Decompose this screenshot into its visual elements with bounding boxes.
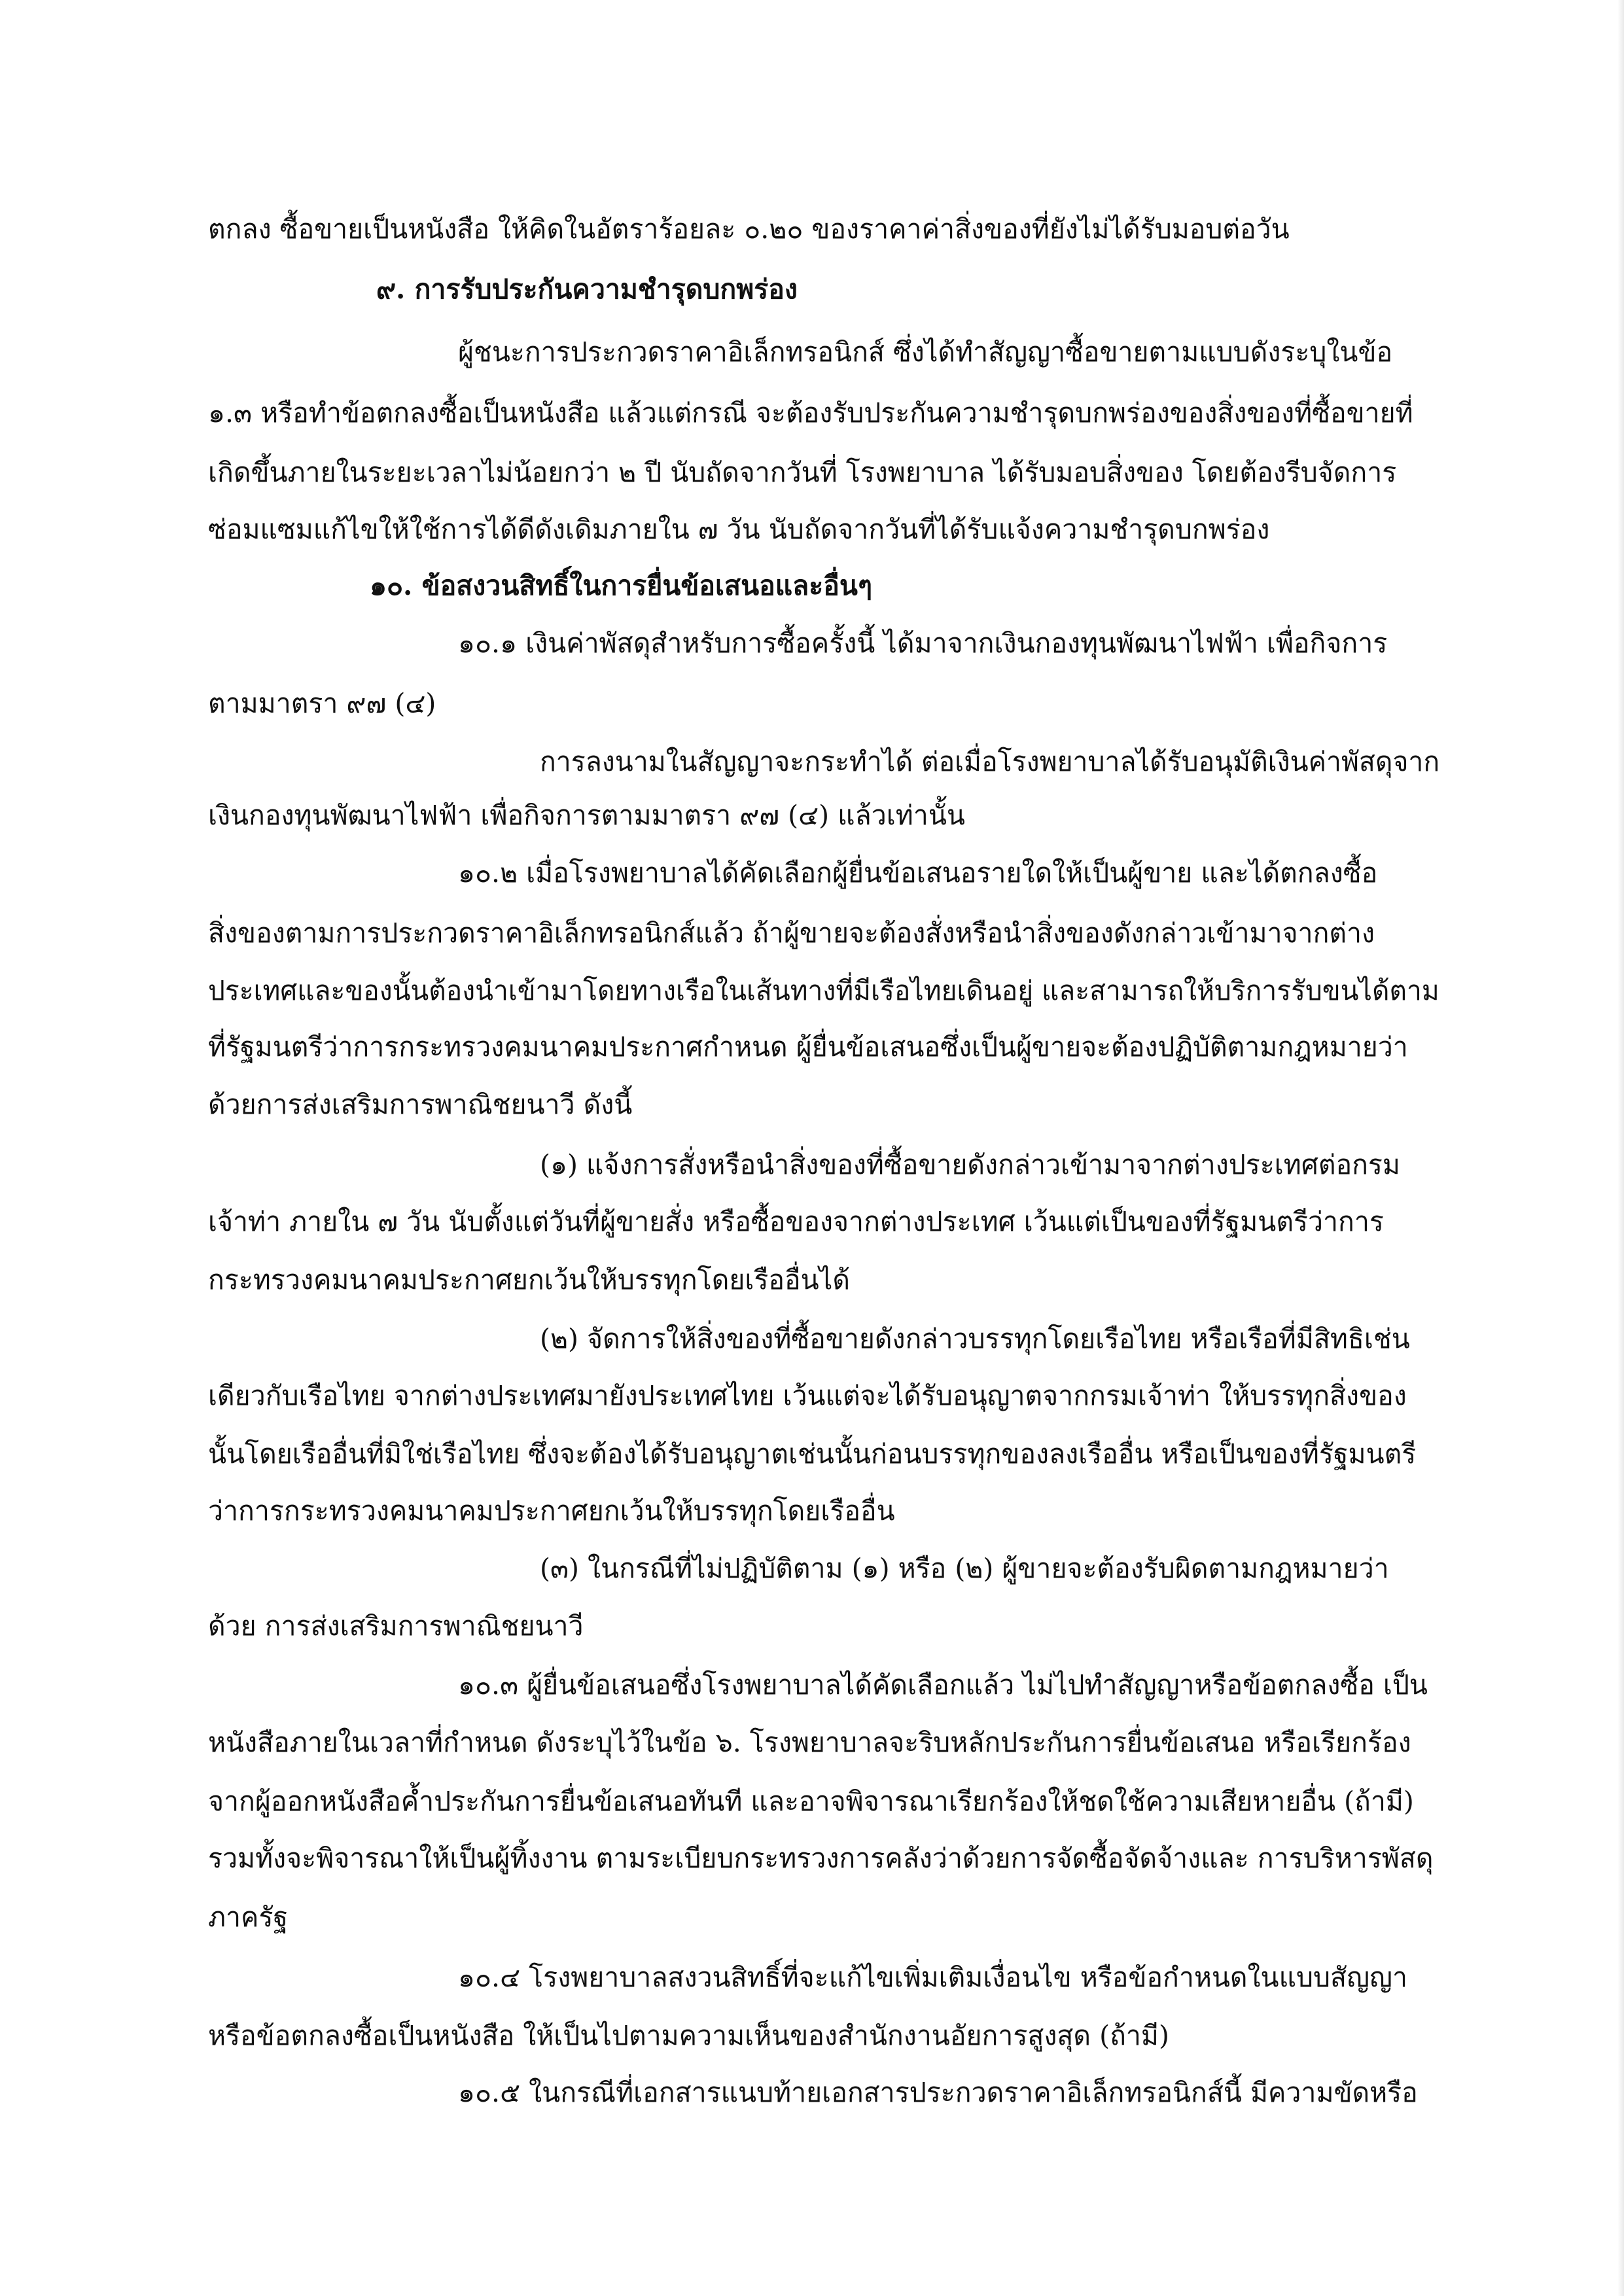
text-line: ประเทศและของนั้นต้องนำเข้ามาโดยทางเรือในเส้นทางที่มีเรือไทยเดินอยู่ และสามารถให้บริการรับขนได้ตาม bbox=[208, 975, 1439, 1006]
text-line: (๒) จัดการให้สิ่งของที่ซื้อขายดังกล่าวบรรทุกโดยเรือไทย หรือเรือที่มีสิทธิเช่น bbox=[540, 1323, 1410, 1354]
text-line: ๑๐.๔ โรงพยาบาลสงวนสิทธิ์ที่จะแก้ไขเพิ่มเติมเงื่อนไข หรือข้อกำหนดในแบบสัญญา bbox=[458, 1962, 1407, 1993]
text-line: เดียวกับเรือไทย จากต่างประเทศมายังประเทศไทย เว้นแต่จะได้รับอนุญาตจากกรมเจ้าท่า ให้บรรทุกสิ่งของ bbox=[208, 1380, 1407, 1411]
text-line: (๑) แจ้งการสั่งหรือนำสิ่งของที่ซื้อขายดังกล่าวเข้ามาจากต่างประเทศต่อกรม bbox=[540, 1149, 1400, 1180]
text-line: ๑.๓ หรือทำข้อตกลงซื้อเป็นหนังสือ แล้วแต่กรณี จะต้องรับประกันความชำรุดบกพร่องของสิ่งของที่ซื้อขายที่ bbox=[208, 397, 1413, 429]
text-line: ที่รัฐมนตรีว่าการกระทรวงคมนาคมประกาศกำหนด ผู้ยื่นข้อเสนอซึ่งเป็นผู้ขายจะต้องปฏิบัติตามกฎหมายว่า bbox=[208, 1031, 1408, 1063]
text-line: ภาครัฐ bbox=[208, 1901, 289, 1933]
text-line: (๓) ในกรณีที่ไม่ปฏิบัติตาม (๑) หรือ (๒) ผู้ขายจะต้องรับผิดตามกฎหมายว่า bbox=[540, 1553, 1389, 1584]
text-line: ๑๐.๓ ผู้ยื่นข้อเสนอซึ่งโรงพยาบาลได้คัดเลือกแล้ว ไม่ไปทำสัญญาหรือข้อตกลงซื้อ เป็น bbox=[458, 1669, 1428, 1701]
text-line: ว่าการกระทรวงคมนาคมประกาศยกเว้นให้บรรทุกโดยเรืออื่น bbox=[208, 1495, 895, 1527]
text-line: จากผู้ออกหนังสือค้ำประกันการยื่นข้อเสนอทันที และอาจพิจารณาเรียกร้องให้ชดใช้ความเสียหายอื่น (ถ้ามี) bbox=[208, 1786, 1414, 1817]
section-heading: ๙. การรับประกันความชำรุดบกพร่อง bbox=[376, 274, 798, 305]
text-line: เงินกองทุนพัฒนาไฟฟ้า เพื่อกิจการตามมาตรา ๙๗ (๔) แล้วเท่านั้น bbox=[208, 800, 965, 831]
text-line: กระทรวงคมนาคมประกาศยกเว้นให้บรรทุกโดยเรืออื่นได้ bbox=[208, 1264, 850, 1296]
text-line: สิ่งของตามการประกวดราคาอิเล็กทรอนิกส์แล้ว ถ้าผู้ขายจะต้องสั่งหรือนำสิ่งของดังกล่าวเข้ามาจากต่าง bbox=[208, 917, 1375, 949]
text-line: เจ้าท่า ภายใน ๗ วัน นับตั้งแต่วันที่ผู้ขายสั่ง หรือซื้อของจากต่างประเทศ เว้นแต่เป็นของที่รัฐมนตรีว่าการ bbox=[208, 1206, 1384, 1237]
text-line: ๑๐.๑ เงินค่าพัสดุสำหรับการซื้อครั้งนี้ ได้มาจากเงินกองทุนพัฒนาไฟฟ้า เพื่อกิจการ bbox=[458, 627, 1388, 659]
text-line: เกิดขึ้นภายในระยะเวลาไม่น้อยกว่า ๒ ปี นับถัดจากวันที่ โรงพยาบาล ได้รับมอบสิ่งของ โดยต้องรีบจัดการ bbox=[208, 457, 1397, 488]
text-line: ตามมาตรา ๙๗ (๔) bbox=[208, 688, 436, 719]
text-line: ผู้ชนะการประกวดราคาอิเล็กทรอนิกส์ ซึ่งได้ทำสัญญาซื้อขายตามแบบดังระบุในข้อ bbox=[458, 336, 1393, 368]
section-heading: ๑๐. ข้อสงวนสิทธิ์ในการยื่นข้อเสนอและอื่นๆ bbox=[370, 570, 872, 601]
text-line: ๑๐.๕ ในกรณีที่เอกสารแนบท้ายเอกสารประกวดราคาอิเล็กทรอนิกส์นี้ มีความขัดหรือ bbox=[458, 2077, 1418, 2108]
text-line: ด้วยการส่งเสริมการพาณิชยนาวี ดังนี้ bbox=[208, 1089, 633, 1120]
text-line: ซ่อมแซมแก้ไขให้ใช้การได้ดีดังเดิมภายใน ๗ วัน นับถัดจากวันที่ได้รับแจ้งความชำรุดบกพร่อง bbox=[208, 514, 1270, 545]
text-line: รวมทั้งจะพิจารณาให้เป็นผู้ทิ้งงาน ตามระเบียบกระทรวงการคลังว่าด้วยการจัดซื้อจัดจ้างและ การบริหารพัสดุ bbox=[208, 1843, 1434, 1874]
text-line: ด้วย การส่งเสริมการพาณิชยนาวี bbox=[208, 1610, 584, 1642]
text-line: หรือข้อตกลงซื้อเป็นหนังสือ ให้เป็นไปตามความเห็นของสำนักงานอัยการสูงสุด (ถ้ามี) bbox=[208, 2020, 1169, 2051]
text-line: หนังสือภายในเวลาที่กำหนด ดังระบุไว้ในข้อ ๖. โรงพยาบาลจะริบหลักประกันการยื่นข้อเสนอ หรือเรียกร้อง bbox=[208, 1727, 1411, 1758]
text-line: ตกลง ซื้อขายเป็นหนังสือ ให้คิดในอัตราร้อยละ ๐.๒๐ ของราคาค่าสิ่งของที่ยังไม่ได้รับมอบต่อวัน bbox=[208, 213, 1290, 245]
text-line: การลงนามในสัญญาจะกระทำได้ ต่อเมื่อโรงพยาบาลได้รับอนุมัติเงินค่าพัสดุจาก bbox=[540, 746, 1440, 777]
text-line: นั้นโดยเรืออื่นที่มิใช่เรือไทย ซึ่งจะต้องได้รับอนุญาตเช่นนั้นก่อนบรรทุกของลงเรืออื่น หรือเป็นของที่รัฐมนตรี bbox=[208, 1438, 1417, 1470]
scan-edge-shadow bbox=[1617, 0, 1624, 2296]
text-line: ๑๐.๒ เมื่อโรงพยาบาลได้คัดเลือกผู้ยื่นข้อเสนอรายใดให้เป็นผู้ขาย และได้ตกลงซื้อ bbox=[458, 857, 1378, 889]
